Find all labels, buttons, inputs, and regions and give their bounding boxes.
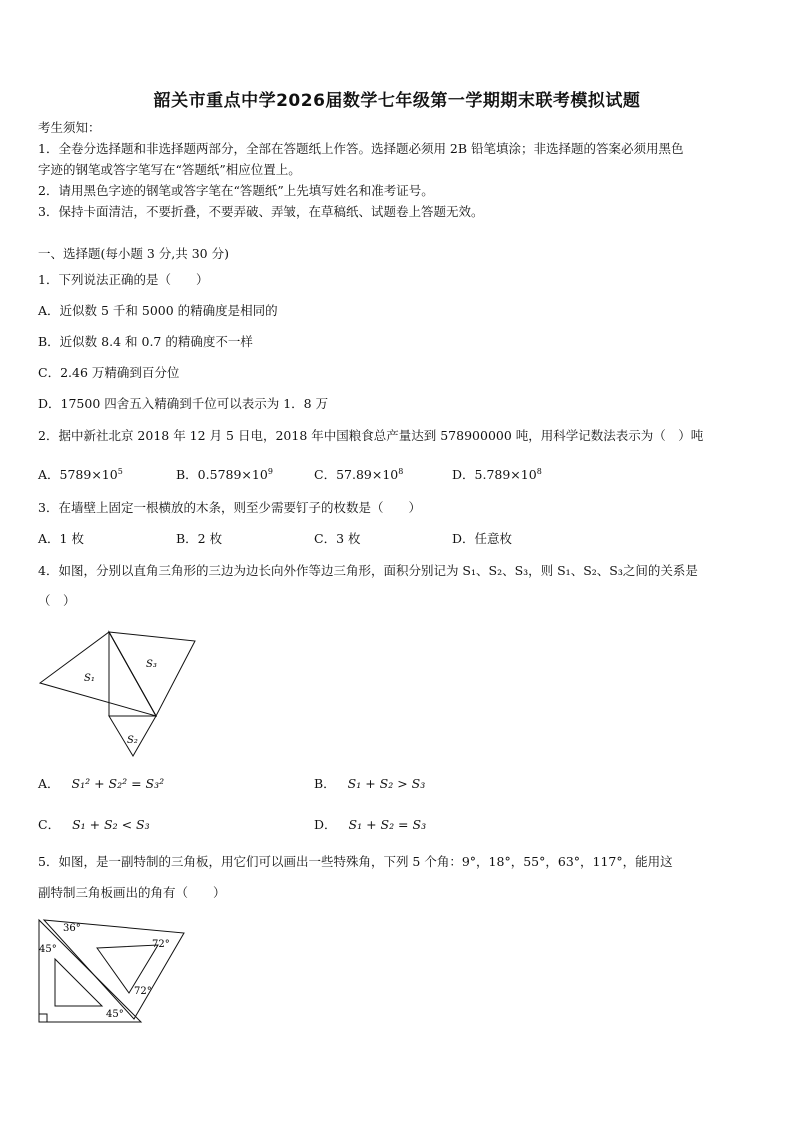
q2-option-d-exp: 8 xyxy=(536,467,542,476)
q3-option-d: D．任意枚 xyxy=(452,531,513,546)
q2-option-c-exp: 8 xyxy=(398,467,404,476)
q2-option-a-base: A．5789×10 xyxy=(38,467,118,483)
fig-label-s2: S₂ xyxy=(127,735,138,746)
fig-angle-45-bottom: 45° xyxy=(106,1009,124,1020)
q4-stem: 4．如图，分别以直角三角形的三边为边长向外作等边三角形，面积分别记为 S₁、S₂、S₃，则 S₁、S₂、S₃之间的关系是 xyxy=(38,563,698,578)
q1-option-c: C．2.46 万精确到百分位 xyxy=(38,365,180,380)
q2-option-c xyxy=(314,464,403,483)
q4-option-c-label: C． xyxy=(38,817,61,832)
s3-triangle xyxy=(109,632,195,716)
q1-option-b: B．近似数 8.4 和 0.7 的精确度不一样 xyxy=(38,334,253,349)
q3-stem: 3．在墙壁上固定一根横放的木条，则至少需要钉子的枚数是（ ） xyxy=(38,500,421,515)
fig-angle-72-bottom: 72° xyxy=(134,986,152,997)
q2-option-b-base: B．0.5789×10 xyxy=(176,467,268,483)
q4-triangle-figure xyxy=(30,625,210,770)
q4-option-b-label: B． xyxy=(314,776,336,791)
q3-option-c: C．3 枚 xyxy=(314,531,361,546)
q4-option-b xyxy=(314,776,425,792)
q1-stem: 1．下列说法正确的是（ ） xyxy=(38,272,209,287)
right-angle-mark xyxy=(39,1014,47,1022)
notice-item-1: 1．全卷分选择题和非选择题两部分，全部在答题纸上作答。选择题必须用 2B 铅笔填涂；非选择题的答案必须用黑色 xyxy=(38,141,684,156)
set-square-45-inner xyxy=(55,959,102,1006)
s1-triangle xyxy=(40,632,156,716)
fig-angle-72-right: 72° xyxy=(152,939,170,950)
q4-option-d-label: D． xyxy=(314,817,337,832)
page-title: 韶关市重点中学2026届数学七年级第一学期期末联考模拟试题 xyxy=(153,91,641,111)
q1-option-d: D．17500 四舍五入精确到千位可以表示为 1．8 万 xyxy=(38,396,329,411)
fig-angle-36: 36° xyxy=(63,923,81,934)
fig-angle-45-left: 45° xyxy=(39,944,57,955)
q5-stem-cont: 副特制三角板画出的角有（ ） xyxy=(38,885,226,900)
q4-option-a-expr: S₁² + S₂² = S₃² xyxy=(71,776,165,791)
q1-option-a: A．近似数 5 千和 5000 的精确度是相同的 xyxy=(38,303,278,318)
q4-option-d xyxy=(314,817,426,833)
notice-heading: 考生须知： xyxy=(38,120,101,135)
q5-stem: 5．如图，是一副特制的三角板，用它们可以画出一些特殊角，下列 5 个角：9°，18°，55°，63°，117°，能用这 xyxy=(38,854,673,869)
notice-item-1-cont: 字迹的钢笔或答字笔写在“答题纸”相应位置上。 xyxy=(38,162,301,177)
right-triangle xyxy=(109,632,156,716)
q2-option-b xyxy=(176,464,273,483)
q2-option-d xyxy=(452,464,542,483)
q2-option-c-base: C．57.89×10 xyxy=(314,467,399,483)
q5-set-square-figure xyxy=(34,915,194,1027)
q4-option-c xyxy=(38,817,150,833)
q4-stem-cont: （ ） xyxy=(38,593,76,608)
fig-label-s1: S₁ xyxy=(84,673,95,684)
q4-option-d-expr: S₁ + S₂ = S₃ xyxy=(348,817,427,832)
q3-option-a: A．1 枚 xyxy=(38,531,84,546)
q2-stem: 2．据中新社北京 2018 年 12 月 5 日电，2018 年中国粮食总产量达到 578900000 吨，用科学记数法表示为（ ）吨 xyxy=(38,428,704,443)
q4-option-a-label: A． xyxy=(38,776,60,791)
q4-option-c-expr: S₁ + S₂ < S₃ xyxy=(72,817,150,832)
notice-item-2: 2．请用黑色字迹的钢笔或答字笔在“答题纸”上先填写姓名和准考证号。 xyxy=(38,183,434,198)
section-heading: 一、选择题(每小题 3 分,共 30 分) xyxy=(38,246,229,261)
q4-option-a xyxy=(38,776,164,792)
fig-label-s3: S₃ xyxy=(146,659,157,670)
q2-option-a xyxy=(38,464,123,483)
q2-option-d-base: D．5.789×10 xyxy=(452,467,537,483)
notice-item-3: 3．保持卡面清洁，不要折叠，不要弄破、弄皱，在草稿纸、试题卷上答题无效。 xyxy=(38,204,484,219)
q4-option-b-expr: S₁ + S₂ > S₃ xyxy=(347,776,426,791)
q3-option-b: B．2 枚 xyxy=(176,531,223,546)
q2-option-a-exp: 5 xyxy=(117,467,123,476)
q2-option-b-exp: 9 xyxy=(267,467,273,476)
